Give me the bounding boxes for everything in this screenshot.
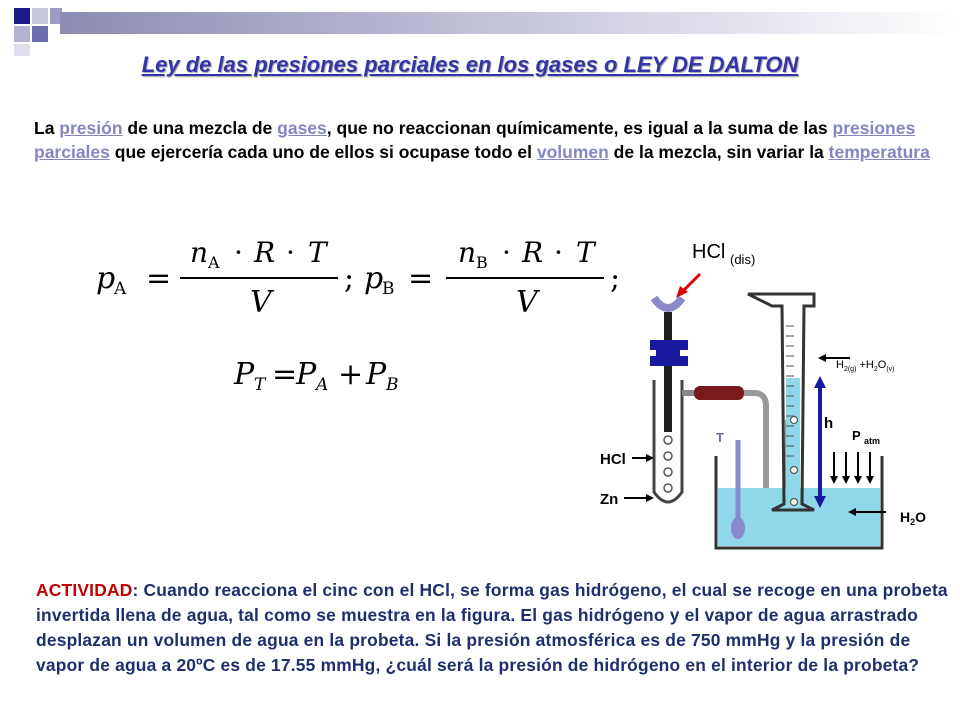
glass-tube [682,390,696,396]
link-gases[interactable]: gases [277,118,327,138]
formula-nA: n [190,236,209,269]
title-part2: LEY DE DALTON [623,52,799,77]
formula-R: R [254,236,276,269]
activity-paragraph [36,578,956,678]
link-temperatura[interactable]: temperatura [828,142,930,162]
cylinder-water [786,378,800,506]
formula-equals: = [146,261,172,296]
label-hcl: HCl [600,451,626,468]
label-hcl-dis: HCl [692,241,726,263]
intro-text: que ejercería cada uno de ellos si ocupase todo el [109,142,537,162]
formula-dot: · [554,236,563,269]
formula-dot: · [234,236,243,269]
formula-T: T [576,236,595,269]
title-part1: Ley de las presiones parciales en los gases o [141,52,624,77]
funnel-stem [664,312,672,432]
formula-pB: p [364,261,384,296]
formula-pA: p [96,261,116,296]
intro-text: de una mezcla de [122,118,278,138]
formula-PB-sub: B [386,375,399,395]
intro-paragraph [34,116,954,164]
dalton-formulas [94,228,634,398]
formula-PA-sub: A [316,375,329,395]
formula-PB: P [366,357,387,392]
activity-label: ACTIVIDAD [36,580,133,600]
formula-equals: = [272,357,298,392]
formula-V: V [516,285,538,320]
intro-text: La [34,118,60,138]
formula-V: V [250,285,272,320]
activity-text: : Cuando reacciona el cinc con el HCl, se forma gas hidrógeno, el cual se recoge en una probeta invertida llena de agua, tal como se muestra en la figura. El gas hidrógeno y el vapor de agua arrastrado desplazan un volumen de agua en la probeta. Si la presión atmosférica es de 750 mmHg y la presión de vapor de agua a 20ºC es de 17.55 mmHg, ¿cuál será la presión de hidrógeno en el interior de la probeta? [36,580,948,675]
formula-semicolon: ; [610,261,621,296]
header-gradient-bar [60,12,960,34]
formula-dot: · [502,236,511,269]
formula-PT: P [234,357,255,392]
formula-nB: n [458,236,477,269]
stopcock-body [656,344,680,364]
formula-dot: · [286,236,295,269]
label-zn: Zn [600,491,619,508]
label-t: T [716,430,724,445]
label-h: h [824,415,834,432]
formula-nA-sub: A [208,253,220,272]
formula-nB-sub: B [476,253,488,272]
rubber-tube [694,386,744,400]
page-title [0,52,940,78]
formula-plus: + [338,357,364,392]
formula-pA-sub: A [114,279,127,299]
link-presiones-parciales[interactable]: presiones parciales [34,118,916,162]
formula-PA: P [296,357,317,392]
label-h2o: $H_2O$ [900,509,927,527]
label-gas: $H_{2(g)} +H_2O_{(v)}$ [836,359,895,373]
apparatus-diagram [588,230,960,560]
formula-R: R [522,236,544,269]
label-patm-sub: atm [864,436,881,446]
apparatus-svg [588,230,960,560]
funnel-cup [654,298,682,308]
formula-svg [94,228,634,398]
graduated-cylinder [748,294,814,510]
formula-PT-sub: T [254,375,266,395]
formula-equals: = [408,261,434,296]
intro-text: , que no reaccionan químicamente, es igual a la suma de las [326,118,833,138]
formula-pB-sub: B [382,279,395,299]
link-volumen[interactable]: volumen [536,142,609,162]
thermometer-bulb [731,517,745,539]
red-arrow [682,274,700,292]
link-presion[interactable]: presión [59,118,123,138]
label-patm: P [852,428,861,443]
intro-text: de la mezcla, sin variar la [608,142,829,162]
formula-semicolon: ; [344,261,355,296]
label-hcl-dis-sub: (dis) [730,252,756,267]
formula-T: T [308,236,327,269]
